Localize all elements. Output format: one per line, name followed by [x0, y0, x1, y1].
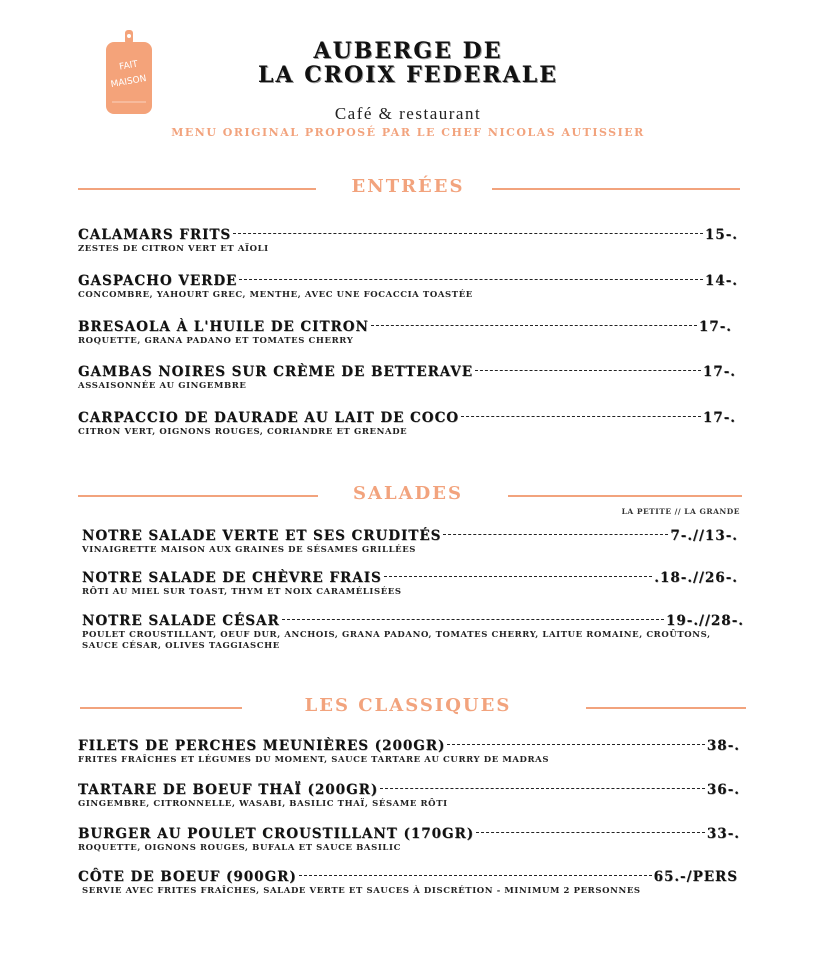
menu-item: [82, 570, 738, 598]
chef-tagline: MENU ORIGINAL PROPOSÉ PAR LE CHEF NICOLAS AUTISSIER: [171, 126, 645, 139]
item-name: NOTRE SALADE DE CHÈVRE FRAIS: [82, 570, 382, 586]
leader-dots: [282, 619, 664, 620]
section-heading-classiques: [0, 695, 816, 721]
item-name: CÔTE DE BOEUF (900GR): [78, 869, 297, 885]
leader-dots: [299, 875, 652, 876]
menu-item: [78, 227, 738, 255]
item-description: CONCOMBRE, YAHOURT GREC, MENTHE, AVEC UNE FOCACCIA TOASTÉE: [78, 290, 473, 300]
logo-text-line2: MAISON: [110, 73, 148, 91]
item-name: NOTRE SALADE CÉSAR: [82, 613, 280, 629]
menu-item: [78, 273, 738, 301]
item-price: 17-.: [698, 319, 732, 335]
item-name: TARTARE DE BOEUF THAÏ (200GR): [78, 782, 379, 798]
item-description: ZESTES DE CITRON VERT ET AÏOLI: [78, 244, 269, 254]
item-name: GAMBAS NOIRES SUR CRÈME DE BETTERAVE: [78, 364, 474, 380]
section-heading-entrees: [0, 176, 816, 202]
divider-line: [508, 495, 742, 497]
item-name: GASPACHO VERDE: [78, 273, 238, 289]
leader-dots: [371, 325, 697, 326]
item-price: .18-.//26-.: [654, 570, 738, 586]
section-title: SALADES: [353, 483, 463, 504]
item-price: 7-.//13-.: [670, 528, 738, 544]
leader-dots: [239, 279, 703, 280]
leader-dots: [475, 370, 701, 371]
section-title: ENTRÉES: [351, 176, 465, 197]
menu-item: [78, 782, 740, 810]
item-price: 15-.: [704, 227, 738, 243]
leader-dots: [447, 744, 705, 745]
item-name: CARPACCIO DE DAURADE AU LAIT DE COCO: [78, 410, 460, 426]
section-heading-salades: [0, 483, 816, 509]
leader-dots: [476, 832, 705, 833]
item-price: 33-.: [706, 826, 740, 842]
subtitle: Café & restaurant: [334, 104, 482, 123]
leader-dots: [380, 788, 705, 789]
title-line-1: AUBERGE DE: [313, 38, 503, 64]
leader-dots: [384, 576, 652, 577]
item-description: SERVIE AVEC FRITES FRAÎCHES, SALADE VERTE ET SAUCES À DISCRÉTION - MINIMUM 2 PERSONNES: [82, 886, 641, 896]
item-description: CITRON VERT, OIGNONS ROUGES, CORIANDRE ET GRENADE: [78, 427, 408, 437]
item-description: GINGEMBRE, CITRONNELLE, WASABI, BASILIC THAÏ, SÉSAME RÔTI: [78, 799, 448, 809]
item-name: CALAMARS FRITS: [78, 227, 232, 243]
item-price: 65.-/PERS: [653, 869, 738, 885]
item-price: 17-.: [702, 410, 736, 426]
menu-item: [82, 528, 738, 556]
leader-dots: [443, 534, 668, 535]
item-price: 17-.: [702, 364, 736, 380]
item-price: 36-.: [706, 782, 740, 798]
title-line-2: LA CROIX FEDERALE: [258, 62, 558, 88]
menu-item: [78, 869, 738, 897]
item-name: BURGER AU POULET CROUSTILLANT (170GR): [78, 826, 475, 842]
menu-item: [78, 826, 740, 854]
section-title: LES CLASSIQUES: [304, 695, 512, 716]
leader-dots: [233, 233, 703, 234]
menu-item: [82, 613, 744, 652]
item-description: ROQUETTE, GRANA PADANO ET TOMATES CHERRY: [78, 336, 354, 346]
item-price: 14-.: [704, 273, 738, 289]
menu-item: [78, 319, 732, 347]
menu-item: [78, 364, 736, 392]
divider-line: [586, 707, 746, 709]
item-description: RÔTI AU MIEL SUR TOAST, THYM ET NOIX CARAMÉLISÉES: [82, 587, 402, 597]
item-price: 38-.: [706, 738, 740, 754]
leader-dots: [461, 416, 701, 417]
item-description: POULET CROUSTILLANT, OEUF DUR, ANCHOIS, GRANA PADANO, TOMATES CHERRY, LAITUE ROMAINE, CROÛTONS, SAUCE CÉSAR, OLIVES TAGGIASCHE: [82, 630, 711, 651]
item-name: FILETS DE PERCHES MEUNIÈRES (200GR): [78, 738, 446, 754]
menu-item: [78, 410, 736, 438]
item-description: FRITES FRAÎCHES ET LÉGUMES DU MOMENT, SAUCE TARTARE AU CURRY DE MADRAS: [78, 755, 550, 765]
item-name: NOTRE SALADE VERTE ET SES CRUDITÉS: [82, 528, 442, 544]
item-name: BRESAOLA À L'HUILE DE CITRON: [78, 319, 369, 335]
size-note: LA PETITE // LA GRANDE: [621, 507, 740, 516]
divider-line: [492, 188, 740, 190]
menu-item: [78, 738, 740, 766]
item-description: ASSAISONNÉE AU GINGEMBRE: [78, 381, 247, 391]
logo-text-line1: FAIT: [118, 59, 139, 73]
item-description: VINAIGRETTE MAISON AUX GRAINES DE SÉSAMES GRILLÉES: [82, 545, 417, 555]
item-price: 19-.//28-.: [665, 613, 744, 629]
item-description: ROQUETTE, OIGNONS ROUGES, BUFALA ET SAUCE BASILIC: [78, 843, 401, 853]
